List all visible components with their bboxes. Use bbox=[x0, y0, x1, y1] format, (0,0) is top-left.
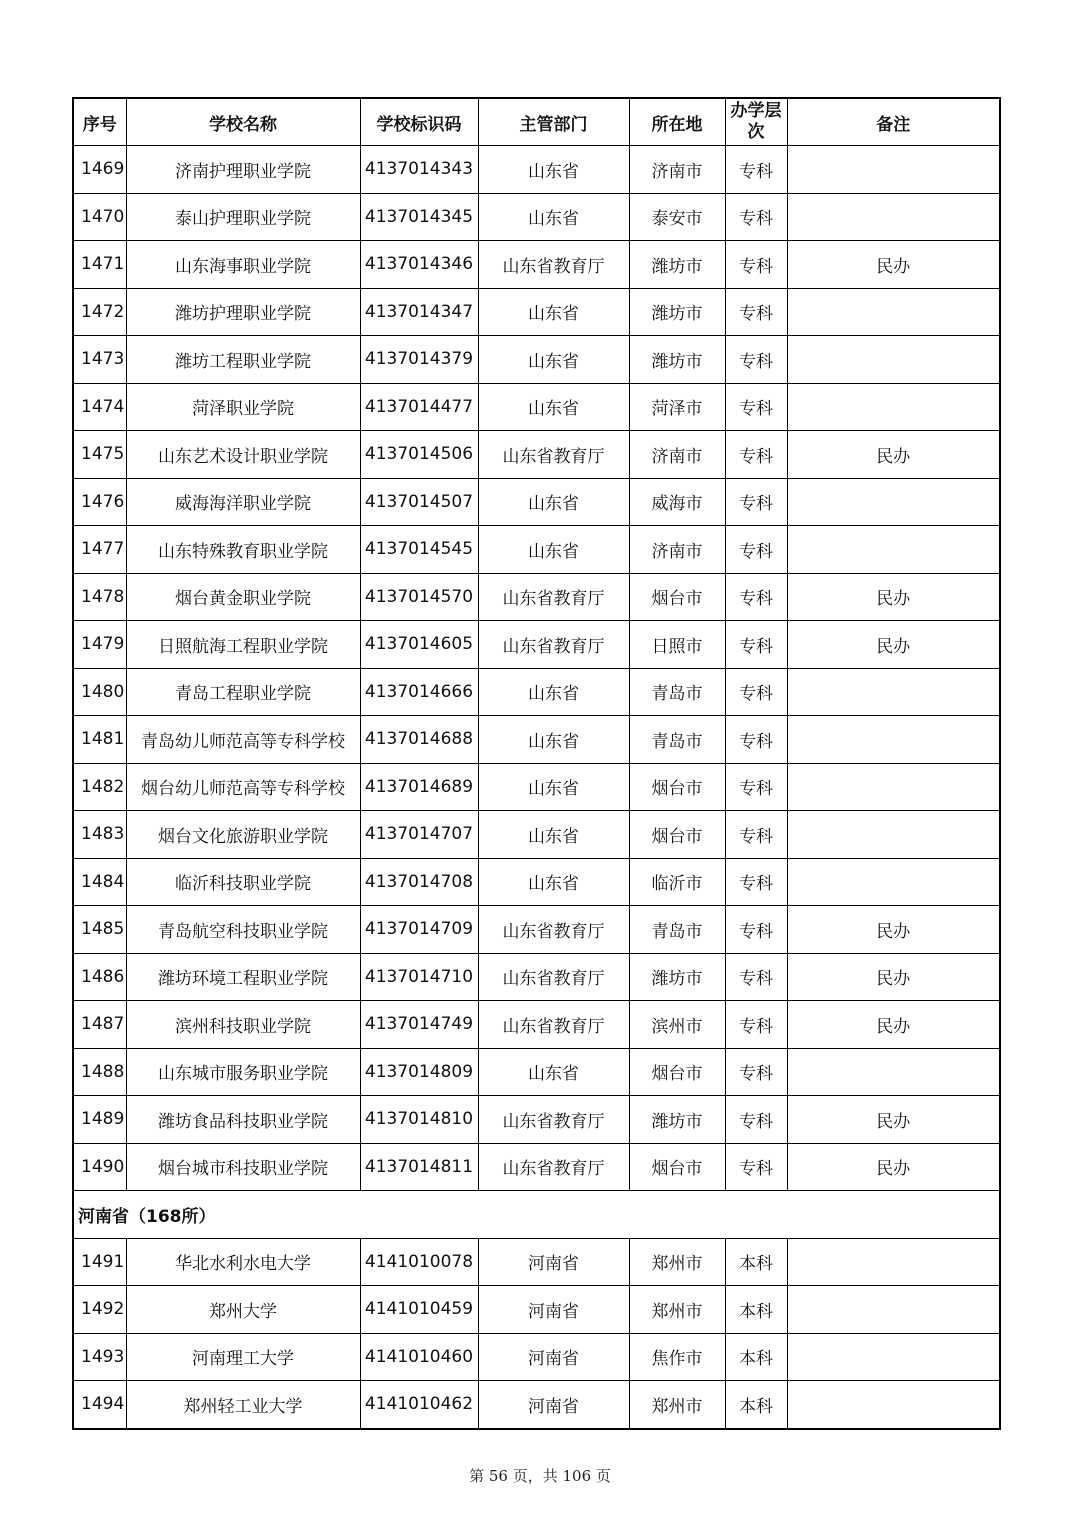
cell-location: 青岛市 bbox=[629, 668, 725, 716]
cell-school-code: 4137014688 bbox=[360, 716, 478, 764]
cell-remarks bbox=[787, 336, 1000, 384]
cell-index: 1473 bbox=[73, 336, 126, 384]
cell-location: 潍坊市 bbox=[629, 336, 725, 384]
cell-authority: 山东省 bbox=[478, 526, 629, 574]
cell-school-code: 4137014811 bbox=[360, 1143, 478, 1191]
cell-remarks: 民办 bbox=[787, 953, 1000, 1001]
cell-remarks bbox=[787, 526, 1000, 574]
table-row bbox=[73, 858, 1000, 906]
cell-index: 1480 bbox=[73, 668, 126, 716]
cell-location: 郑州市 bbox=[629, 1286, 725, 1334]
cell-index: 1472 bbox=[73, 288, 126, 336]
cell-level: 专科 bbox=[725, 573, 787, 621]
cell-authority: 山东省教育厅 bbox=[478, 953, 629, 1001]
cell-level: 专科 bbox=[725, 621, 787, 669]
table-row bbox=[73, 1381, 1000, 1429]
cell-index: 1486 bbox=[73, 953, 126, 1001]
cell-remarks: 民办 bbox=[787, 573, 1000, 621]
cell-authority: 河南省 bbox=[478, 1238, 629, 1286]
cell-location: 潍坊市 bbox=[629, 1096, 725, 1144]
cell-remarks bbox=[787, 668, 1000, 716]
cell-level: 专科 bbox=[725, 811, 787, 859]
cell-authority: 山东省教育厅 bbox=[478, 1096, 629, 1144]
table-row bbox=[73, 336, 1000, 384]
cell-level: 专科 bbox=[725, 1048, 787, 1096]
cell-location: 临沂市 bbox=[629, 858, 725, 906]
cell-school-name: 烟台文化旅游职业学院 bbox=[126, 811, 360, 859]
table-row bbox=[73, 1238, 1000, 1286]
cell-index: 1491 bbox=[73, 1238, 126, 1286]
cell-level: 专科 bbox=[725, 241, 787, 289]
cell-remarks bbox=[787, 1048, 1000, 1096]
cell-index: 1471 bbox=[73, 241, 126, 289]
cell-authority: 山东省教育厅 bbox=[478, 906, 629, 954]
header-level: 办学层次 bbox=[725, 98, 787, 146]
cell-index: 1485 bbox=[73, 906, 126, 954]
cell-school-name: 青岛幼儿师范高等专科学校 bbox=[126, 716, 360, 764]
cell-school-code: 4137014507 bbox=[360, 478, 478, 526]
school-list-table bbox=[72, 97, 1001, 1430]
cell-location: 烟台市 bbox=[629, 1048, 725, 1096]
cell-school-name: 菏泽职业学院 bbox=[126, 383, 360, 431]
cell-school-name: 河南理工大学 bbox=[126, 1333, 360, 1381]
cell-school-code: 4137014477 bbox=[360, 383, 478, 431]
cell-school-name: 滨州科技职业学院 bbox=[126, 1001, 360, 1049]
cell-location: 郑州市 bbox=[629, 1238, 725, 1286]
cell-authority: 河南省 bbox=[478, 1333, 629, 1381]
cell-level: 本科 bbox=[725, 1381, 787, 1429]
cell-school-name: 山东特殊教育职业学院 bbox=[126, 526, 360, 574]
table-row bbox=[73, 383, 1000, 431]
cell-authority: 山东省 bbox=[478, 146, 629, 194]
cell-remarks: 民办 bbox=[787, 431, 1000, 479]
cell-remarks bbox=[787, 383, 1000, 431]
table-row bbox=[73, 621, 1000, 669]
cell-school-name: 潍坊工程职业学院 bbox=[126, 336, 360, 384]
cell-location: 济南市 bbox=[629, 526, 725, 574]
cell-school-code: 4137014666 bbox=[360, 668, 478, 716]
cell-level: 专科 bbox=[725, 906, 787, 954]
cell-location: 菏泽市 bbox=[629, 383, 725, 431]
cell-authority: 山东省 bbox=[478, 193, 629, 241]
header-location: 所在地 bbox=[629, 98, 725, 146]
cell-authority: 河南省 bbox=[478, 1286, 629, 1334]
cell-school-name: 泰山护理职业学院 bbox=[126, 193, 360, 241]
cell-school-name: 济南护理职业学院 bbox=[126, 146, 360, 194]
cell-school-code: 4137014346 bbox=[360, 241, 478, 289]
cell-location: 烟台市 bbox=[629, 573, 725, 621]
cell-index: 1488 bbox=[73, 1048, 126, 1096]
province-section-label: 河南省（168所） bbox=[73, 1191, 1000, 1239]
cell-level: 本科 bbox=[725, 1333, 787, 1381]
cell-school-name: 烟台城市科技职业学院 bbox=[126, 1143, 360, 1191]
cell-remarks: 民办 bbox=[787, 906, 1000, 954]
cell-level: 专科 bbox=[725, 716, 787, 764]
cell-authority: 山东省教育厅 bbox=[478, 621, 629, 669]
cell-index: 1475 bbox=[73, 431, 126, 479]
table-row bbox=[73, 573, 1000, 621]
cell-authority: 山东省教育厅 bbox=[478, 573, 629, 621]
cell-location: 青岛市 bbox=[629, 716, 725, 764]
cell-school-name: 山东城市服务职业学院 bbox=[126, 1048, 360, 1096]
cell-school-code: 4137014570 bbox=[360, 573, 478, 621]
cell-authority: 山东省 bbox=[478, 763, 629, 811]
cell-level: 专科 bbox=[725, 763, 787, 811]
cell-school-name: 郑州大学 bbox=[126, 1286, 360, 1334]
cell-school-name: 威海海洋职业学院 bbox=[126, 478, 360, 526]
cell-school-code: 4137014689 bbox=[360, 763, 478, 811]
cell-school-code: 4137014347 bbox=[360, 288, 478, 336]
cell-location: 烟台市 bbox=[629, 763, 725, 811]
cell-school-name: 烟台黄金职业学院 bbox=[126, 573, 360, 621]
cell-location: 威海市 bbox=[629, 478, 725, 526]
cell-level: 专科 bbox=[725, 336, 787, 384]
cell-index: 1483 bbox=[73, 811, 126, 859]
cell-index: 1479 bbox=[73, 621, 126, 669]
table-row bbox=[73, 763, 1000, 811]
cell-location: 滨州市 bbox=[629, 1001, 725, 1049]
cell-remarks bbox=[787, 146, 1000, 194]
cell-remarks bbox=[787, 193, 1000, 241]
cell-school-code: 4137014710 bbox=[360, 953, 478, 1001]
cell-school-code: 4141010078 bbox=[360, 1238, 478, 1286]
cell-school-code: 4137014345 bbox=[360, 193, 478, 241]
table-row bbox=[73, 1286, 1000, 1334]
cell-index: 1482 bbox=[73, 763, 126, 811]
cell-school-code: 4137014605 bbox=[360, 621, 478, 669]
cell-remarks: 民办 bbox=[787, 1001, 1000, 1049]
table-row bbox=[73, 811, 1000, 859]
cell-remarks bbox=[787, 1333, 1000, 1381]
cell-authority: 山东省 bbox=[478, 811, 629, 859]
cell-school-code: 4137014810 bbox=[360, 1096, 478, 1144]
cell-remarks: 民办 bbox=[787, 621, 1000, 669]
cell-index: 1487 bbox=[73, 1001, 126, 1049]
header-school-code: 学校标识码 bbox=[360, 98, 478, 146]
cell-index: 1470 bbox=[73, 193, 126, 241]
cell-authority: 山东省 bbox=[478, 668, 629, 716]
cell-authority: 山东省 bbox=[478, 288, 629, 336]
cell-index: 1481 bbox=[73, 716, 126, 764]
cell-location: 泰安市 bbox=[629, 193, 725, 241]
cell-authority: 山东省教育厅 bbox=[478, 431, 629, 479]
table-row bbox=[73, 526, 1000, 574]
cell-remarks bbox=[787, 478, 1000, 526]
cell-school-code: 4137014545 bbox=[360, 526, 478, 574]
cell-level: 本科 bbox=[725, 1238, 787, 1286]
cell-authority: 山东省教育厅 bbox=[478, 1143, 629, 1191]
table-row bbox=[73, 1333, 1000, 1381]
cell-level: 专科 bbox=[725, 526, 787, 574]
cell-school-name: 潍坊护理职业学院 bbox=[126, 288, 360, 336]
cell-school-code: 4141010460 bbox=[360, 1333, 478, 1381]
cell-authority: 河南省 bbox=[478, 1381, 629, 1429]
cell-remarks bbox=[787, 716, 1000, 764]
cell-index: 1489 bbox=[73, 1096, 126, 1144]
table-row bbox=[73, 668, 1000, 716]
cell-authority: 山东省 bbox=[478, 383, 629, 431]
cell-school-name: 华北水利水电大学 bbox=[126, 1238, 360, 1286]
cell-remarks: 民办 bbox=[787, 241, 1000, 289]
cell-index: 1494 bbox=[73, 1381, 126, 1429]
cell-school-name: 青岛工程职业学院 bbox=[126, 668, 360, 716]
header-remarks: 备注 bbox=[787, 98, 1000, 146]
cell-level: 专科 bbox=[725, 146, 787, 194]
cell-level: 专科 bbox=[725, 383, 787, 431]
cell-remarks bbox=[787, 858, 1000, 906]
header-authority: 主管部门 bbox=[478, 98, 629, 146]
header-school-name: 学校名称 bbox=[126, 98, 360, 146]
cell-remarks bbox=[787, 1381, 1000, 1429]
cell-index: 1476 bbox=[73, 478, 126, 526]
cell-school-name: 潍坊食品科技职业学院 bbox=[126, 1096, 360, 1144]
cell-remarks bbox=[787, 763, 1000, 811]
cell-remarks bbox=[787, 1238, 1000, 1286]
cell-location: 潍坊市 bbox=[629, 288, 725, 336]
cell-school-name: 山东艺术设计职业学院 bbox=[126, 431, 360, 479]
cell-index: 1484 bbox=[73, 858, 126, 906]
cell-authority: 山东省 bbox=[478, 858, 629, 906]
cell-remarks: 民办 bbox=[787, 1143, 1000, 1191]
table-row bbox=[73, 241, 1000, 289]
table-row bbox=[73, 146, 1000, 194]
cell-index: 1474 bbox=[73, 383, 126, 431]
cell-school-name: 山东海事职业学院 bbox=[126, 241, 360, 289]
cell-index: 1469 bbox=[73, 146, 126, 194]
cell-level: 专科 bbox=[725, 1001, 787, 1049]
cell-index: 1493 bbox=[73, 1333, 126, 1381]
cell-school-code: 4137014506 bbox=[360, 431, 478, 479]
cell-level: 专科 bbox=[725, 858, 787, 906]
cell-location: 焦作市 bbox=[629, 1333, 725, 1381]
cell-level: 本科 bbox=[725, 1286, 787, 1334]
cell-location: 青岛市 bbox=[629, 906, 725, 954]
cell-level: 专科 bbox=[725, 1143, 787, 1191]
table-row bbox=[73, 1001, 1000, 1049]
cell-level: 专科 bbox=[725, 431, 787, 479]
cell-level: 专科 bbox=[725, 288, 787, 336]
cell-remarks bbox=[787, 288, 1000, 336]
cell-school-name: 烟台幼儿师范高等专科学校 bbox=[126, 763, 360, 811]
table-header-row bbox=[73, 98, 1000, 146]
table-row bbox=[73, 1143, 1000, 1191]
cell-school-code: 4137014343 bbox=[360, 146, 478, 194]
cell-authority: 山东省 bbox=[478, 1048, 629, 1096]
cell-remarks bbox=[787, 1286, 1000, 1334]
cell-level: 专科 bbox=[725, 668, 787, 716]
table-row bbox=[73, 431, 1000, 479]
cell-school-code: 4141010462 bbox=[360, 1381, 478, 1429]
cell-remarks: 民办 bbox=[787, 1096, 1000, 1144]
cell-level: 专科 bbox=[725, 478, 787, 526]
cell-school-code: 4137014379 bbox=[360, 336, 478, 384]
cell-index: 1490 bbox=[73, 1143, 126, 1191]
cell-location: 潍坊市 bbox=[629, 953, 725, 1001]
cell-location: 济南市 bbox=[629, 146, 725, 194]
table-row bbox=[73, 906, 1000, 954]
table-row bbox=[73, 716, 1000, 764]
cell-level: 专科 bbox=[725, 953, 787, 1001]
cell-index: 1478 bbox=[73, 573, 126, 621]
cell-remarks bbox=[787, 811, 1000, 859]
cell-authority: 山东省 bbox=[478, 716, 629, 764]
cell-school-code: 4137014707 bbox=[360, 811, 478, 859]
cell-level: 专科 bbox=[725, 1096, 787, 1144]
cell-location: 郑州市 bbox=[629, 1381, 725, 1429]
cell-location: 烟台市 bbox=[629, 811, 725, 859]
cell-school-code: 4137014809 bbox=[360, 1048, 478, 1096]
cell-school-name: 郑州轻工业大学 bbox=[126, 1381, 360, 1429]
cell-school-code: 4137014708 bbox=[360, 858, 478, 906]
cell-school-name: 临沂科技职业学院 bbox=[126, 858, 360, 906]
table-row bbox=[73, 478, 1000, 526]
cell-index: 1477 bbox=[73, 526, 126, 574]
cell-location: 济南市 bbox=[629, 431, 725, 479]
cell-authority: 山东省教育厅 bbox=[478, 241, 629, 289]
header-index: 序号 bbox=[73, 98, 126, 146]
table-row bbox=[73, 288, 1000, 336]
cell-location: 潍坊市 bbox=[629, 241, 725, 289]
table-row bbox=[73, 193, 1000, 241]
table-row bbox=[73, 1096, 1000, 1144]
province-section-row bbox=[73, 1191, 1000, 1239]
page-footer: 第 56 页，共 106 页 bbox=[469, 1467, 611, 1485]
cell-school-name: 青岛航空科技职业学院 bbox=[126, 906, 360, 954]
cell-school-name: 日照航海工程职业学院 bbox=[126, 621, 360, 669]
cell-authority: 山东省教育厅 bbox=[478, 1001, 629, 1049]
cell-location: 日照市 bbox=[629, 621, 725, 669]
cell-level: 专科 bbox=[725, 193, 787, 241]
cell-authority: 山东省 bbox=[478, 336, 629, 384]
cell-school-code: 4137014749 bbox=[360, 1001, 478, 1049]
cell-authority: 山东省 bbox=[478, 478, 629, 526]
cell-index: 1492 bbox=[73, 1286, 126, 1334]
table-row bbox=[73, 953, 1000, 1001]
cell-location: 烟台市 bbox=[629, 1143, 725, 1191]
cell-school-code: 4141010459 bbox=[360, 1286, 478, 1334]
table-row bbox=[73, 1048, 1000, 1096]
cell-school-name: 潍坊环境工程职业学院 bbox=[126, 953, 360, 1001]
cell-school-code: 4137014709 bbox=[360, 906, 478, 954]
